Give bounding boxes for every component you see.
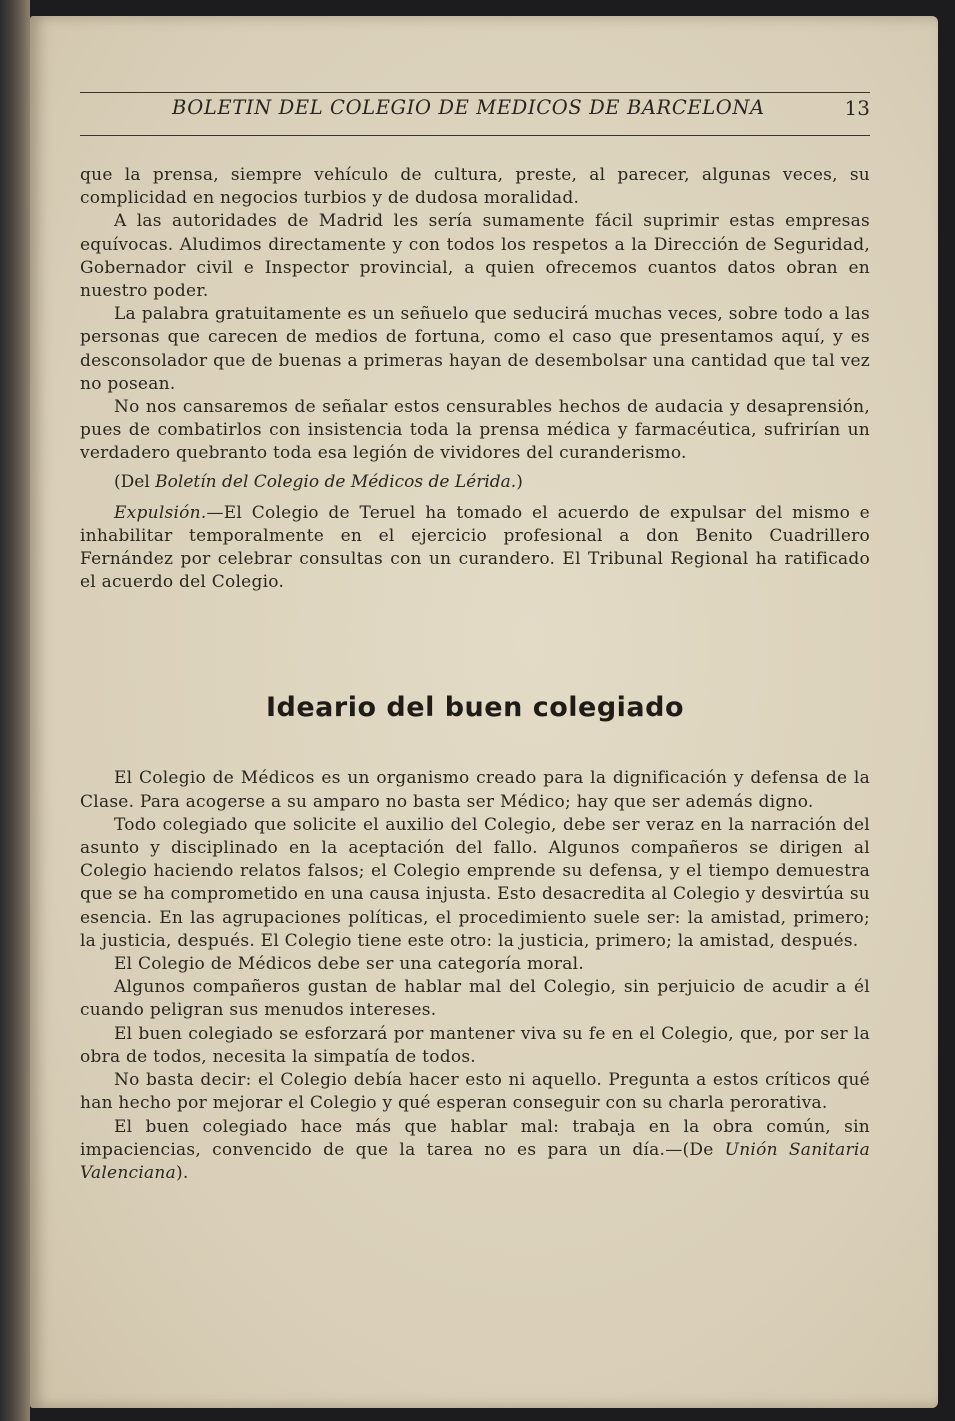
article1-citation bbox=[80, 471, 870, 494]
ideario-paragraph-5: El buen colegiado se esforzará por mantener viva su fe en el Colegio, que, por ser la obra de todos, necesita la simpatía de todos. bbox=[80, 1023, 870, 1067]
expulsion-text: —El Colegio de Teruel ha tomado el acuerdo de expulsar del mismo e inhabilitar temporalmente en el ejercicio profesional a don Benito Cuadrillero Fernández por celebrar consultas con un curandero. El Tribunal Regional ha ratificado el acuerdo del Colegio. bbox=[80, 502, 870, 593]
page-number: 13 bbox=[844, 96, 870, 120]
page-content bbox=[80, 92, 870, 1185]
article1-paragraph-3: La palabra gratuitamente es un señuelo que seducirá muchas veces, sobre todo a las personas que carecen de medios de fortuna, como el caso que presentamos aquí, y es desconsolador que de buenas a primeras hayan de desembolsar una cantidad que tal vez no posean. bbox=[80, 304, 870, 394]
article1-paragraph-2: A las autoridades de Madrid les sería sumamente fácil suprimir estas empresas equívocas. Aludimos directamente y con todos los respetos a la Dirección de Seguridad, Gobernador civil e Inspector provincial, a quien ofrecemos cuantos datos obran en nuestro poder. bbox=[80, 211, 870, 302]
citation-open: (Del bbox=[114, 471, 156, 492]
ideario-title: Ideario del buen colegiado bbox=[266, 692, 684, 724]
article1-paragraph-1: que la prensa, siempre vehículo de cultura, preste, al parecer, algunas veces, su complicidad en negocios turbios y de dudosa moralidad. bbox=[80, 165, 870, 209]
ideario-paragraph-3: El Colegio de Médicos debe ser una categoría moral. bbox=[114, 954, 584, 975]
expulsion-paragraph bbox=[80, 502, 870, 595]
citation-close: ) bbox=[516, 471, 523, 492]
running-header bbox=[80, 92, 870, 136]
expulsion-label: Expulsión. bbox=[114, 502, 207, 523]
ideario-paragraph-1: El Colegio de Médicos es un organismo creado para la dignificación y defensa de la Clase. Para acogerse a su amparo no basta ser Médico; hay que ser además digno. bbox=[80, 768, 870, 812]
citation-source: Boletín del Colegio de Médicos de Lérida. bbox=[155, 471, 517, 492]
ideario-paragraph-4: Algunos compañeros gustan de hablar mal del Colegio, sin perjuicio de acudir a él cuando peligran sus menudos intereses. bbox=[80, 977, 870, 1021]
ideario-last-source: Unión Sanitaria Valenciana bbox=[80, 1139, 870, 1183]
ideario-paragraph-6: No basta decir: el Colegio debía hacer esto ni aquello. Pregunta a estos críticos qué han hecho por mejorar el Colegio y qué esperan conseguir con su charla perorativa. bbox=[80, 1070, 870, 1114]
article1-paragraph-4: No nos cansaremos de señalar estos censurables hechos de audacia y desaprensión, pues de combatirlos con insistencia toda la prensa médica y farmacéutica, sufrirían un verdadero quebranto toda esa legión de vividores del curanderismo. bbox=[80, 397, 870, 464]
book-page bbox=[30, 16, 938, 1408]
ideario-paragraph-7 bbox=[80, 1116, 870, 1186]
ideario-paragraph-2: Todo colegiado que solicite el auxilio del Colegio, debe ser veraz en la narración del asunto y disciplinado en la aceptación del fallo. Algunos compañeros se dirigen al Colegio haciendo relatos falsos; el Colegio emprende su defensa, y el tiempo demuestra que se ha comprometido en una causa injusta. Esto desacredita al Colegio y desvirtúa su esencia. En las agrupaciones políticas, el procedimiento suele ser: la amistad, primero; la justicia, después. El Colegio tiene este otro: la justicia, primero; la amistad, después. bbox=[80, 814, 870, 951]
running-title: BOLETIN DEL COLEGIO DE MEDICOS DE BARCELONA bbox=[172, 96, 765, 119]
ideario-last-close: ). bbox=[175, 1162, 189, 1183]
book-binding-edge bbox=[0, 0, 30, 1421]
ideario-last-text: El buen colegiado hace más que hablar mal: trabaja en la obra común, sin impaciencias, convencido de que la tarea no es para un día.—(De bbox=[80, 1116, 870, 1160]
